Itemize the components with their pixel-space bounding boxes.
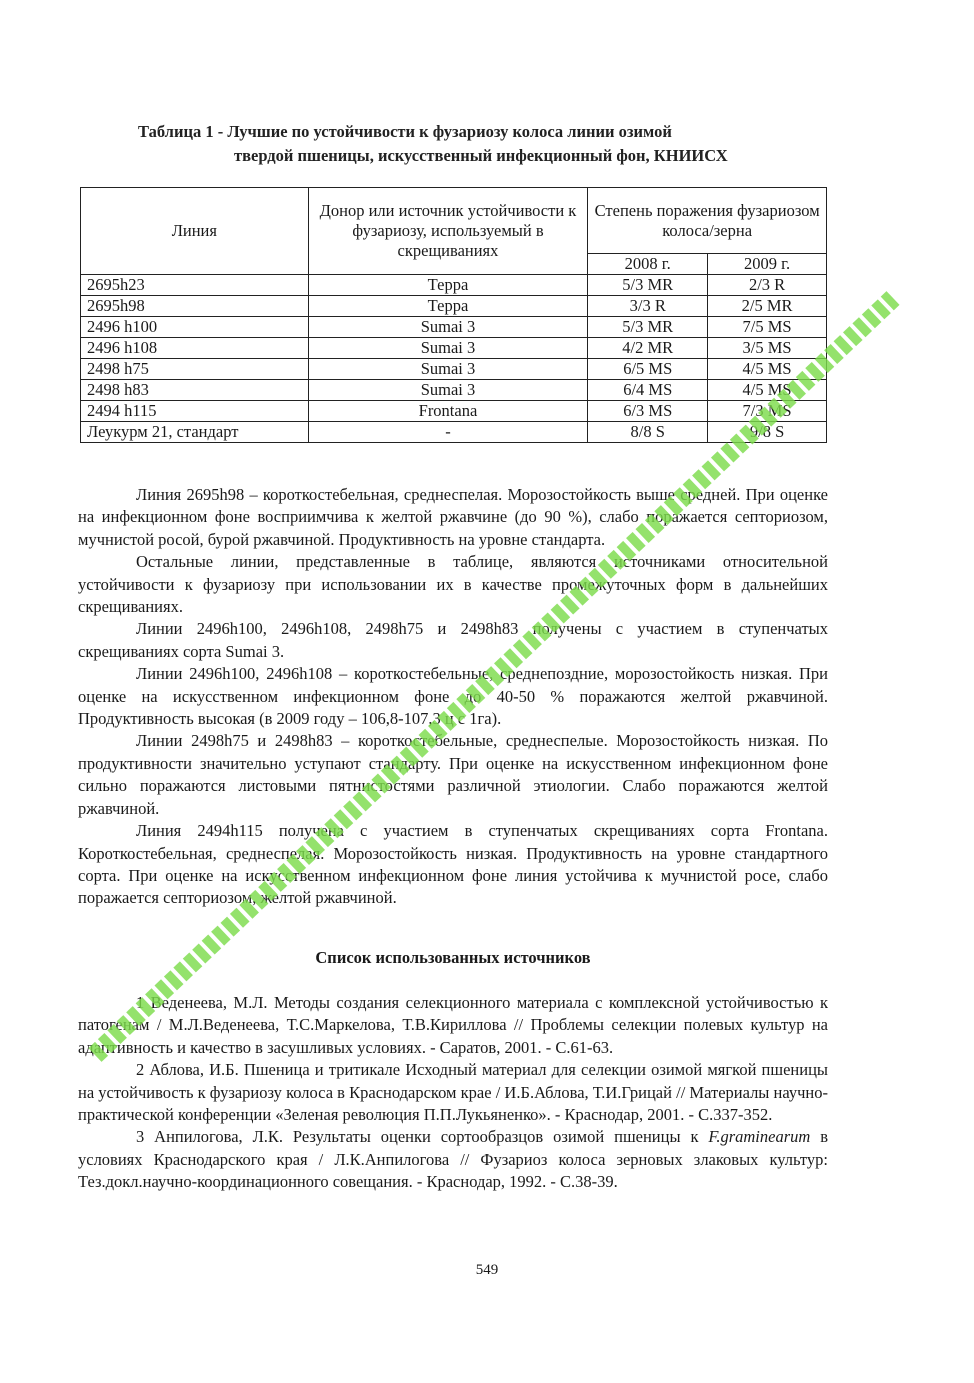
reference-item <box>78 1126 828 1193</box>
table-row <box>81 422 827 443</box>
cell-2008: 3/3 R <box>588 296 708 317</box>
body-text <box>78 484 828 910</box>
reference-item: 2 Аблова, И.Б. Пшеница и тритикале Исходный материал для селекции озимой мягкой пшеницы на устойчивость к фузариозу колоса в Краснодарском крае / И.Б.Аблова, Т.И.Грицай // Материалы научно-практической конференции «Зеленая революция П.П.Лукьяненко». - Краснодар, 2001. - С.337-352. <box>78 1060 828 1125</box>
cell-donor: - <box>308 422 588 443</box>
reference-item: 1 Веденеева, М.Л. Методы создания селекционного материала с комплексной устойчивостью к патогенам / М.Л.Веденеева, Т.С.Маркелова, Т.В.Кириллова // Проблемы селекции полевых культур на адаптивность и качество в засушливых условиях. - Саратов, 2001. - С.61-63. <box>78 993 828 1057</box>
table-row <box>81 275 827 296</box>
cell-2008: 8/8 S <box>588 422 708 443</box>
table-row <box>81 338 827 359</box>
table-row <box>81 296 827 317</box>
cell-2009: 4/5 MS <box>708 359 827 380</box>
cell-2009: 7/5 MS <box>708 317 827 338</box>
cell-line: Леукурм 21, стандарт <box>81 422 309 443</box>
cell-line: 2498 h75 <box>81 359 309 380</box>
cell-line: 2496 h100 <box>81 317 309 338</box>
paragraph: Линии 2496h100, 2496h108 – короткостебельные, среднепоздние, морозостойкость низкая. При оценке на искусственном инфекционном фоне до 40-50 % поражаются желтой ржавчиной. Продуктивность высокая (в 2009 году – 106,8-107,3 ц с 1га). <box>78 664 828 729</box>
caption-line-1: Таблица 1 - Лучшие по устойчивости к фузариозу колоса линии озимой <box>138 122 672 141</box>
table-row <box>81 359 827 380</box>
reference-text: 3 Анпилогова, Л.К. Результаты оценки сортообразцов озимой пшеницы к <box>136 1127 709 1147</box>
header-line: Линия <box>81 188 309 275</box>
cell-line: 2695h23 <box>81 275 309 296</box>
table-caption <box>138 120 838 168</box>
cell-2008: 5/3 MR <box>588 317 708 338</box>
cell-donor: Sumai 3 <box>308 317 588 338</box>
header-year-2009: 2009 г. <box>708 254 827 275</box>
cell-2008: 6/3 MS <box>588 401 708 422</box>
references-heading: Список использованных источников <box>315 948 591 967</box>
paragraph: Остальные линии, представленные в таблице, являются источниками относительной устойчивости к фузариозу при использовании их в качестве промежуточных форм в дальнейших скрещиваниях. <box>78 552 828 617</box>
cell-line: 2695h98 <box>81 296 309 317</box>
cell-line: 2496 h108 <box>81 338 309 359</box>
paragraph: Линии 2496h100, 2496h108, 2498h75 и 2498h83 получены с участием в ступенчатых скрещиваниях сорта Sumai 3. <box>78 619 828 661</box>
cell-2009: 9/8 S <box>708 422 827 443</box>
page-number: 549 <box>475 1262 499 1278</box>
cell-donor: Frontana <box>308 401 588 422</box>
paragraph: Линия 2695h98 – короткостебельная, среднеспелая. Морозостойкость выше средней. При оценке на инфекционном фоне восприимчива к желтой ржавчине (до 90 %), слабо поражается септориозом, мучнистой росой, бурой ржавчиной. Продуктивность на уровне стандарта. <box>78 485 828 549</box>
cell-2008: 6/5 MS <box>588 359 708 380</box>
cell-2009: 3/5 MS <box>708 338 827 359</box>
cell-2009: 7/3 MS <box>708 401 827 422</box>
cell-2009: 2/3 R <box>708 275 827 296</box>
paragraph: Линии 2498h75 и 2498h83 – короткостебельные, среднеспелые. Морозостойкость низкая. По продуктивности значительно уступают стандарту. При оценке на искусственном инфекционном фоне сильно поражаются листовыми пятнистостями различной этиологии. Слабо поражаются желтой ржавчиной. <box>78 731 828 818</box>
cell-donor: Терра <box>308 275 588 296</box>
cell-line: 2498 h83 <box>81 380 309 401</box>
reference-text: в условиях Краснодарского края / Л.К.Анпилогова // Фузариоз колоса зерновых злаковых культур: Тез.докл.научно-координационного совещания. - Краснодар, 1992. - С.38-39. <box>78 1127 828 1192</box>
cell-2008: 6/4 MS <box>588 380 708 401</box>
header-donor: Донор или источник устойчивости к фузариозу, используемый в скрещиваниях <box>308 188 588 275</box>
cell-donor: Терра <box>308 296 588 317</box>
references-list <box>78 992 828 1194</box>
header-damage: Степень поражения фузариозом колоса/зерна <box>588 188 827 254</box>
caption-line-2: твердой пшеницы, искусственный инфекционный фон, КНИИСХ <box>234 146 728 165</box>
table-row <box>81 401 827 422</box>
cell-2009: 4/5 MS <box>708 380 827 401</box>
cell-line: 2494 h115 <box>81 401 309 422</box>
table-row <box>81 380 827 401</box>
reference-italic-term: F.graminearum <box>708 1127 811 1147</box>
cell-donor: Sumai 3 <box>308 359 588 380</box>
cell-2008: 4/2 MR <box>588 338 708 359</box>
header-year-2008: 2008 г. <box>588 254 708 275</box>
table-row <box>81 317 827 338</box>
cell-2008: 5/3 MR <box>588 275 708 296</box>
paragraph: Линия 2494h115 получена с участием в ступенчатых скрещиваниях сорта Frontana. Короткостебельная, среднеспелая. Морозостойкость низкая. Продуктивность на уровне стандартного сорта. При оценке на искусственном инфекционном фоне линия устойчива к мучнистой росе, слабо поражается септориозом, желтой ржавчиной. <box>78 821 828 908</box>
results-table <box>80 187 827 443</box>
cell-donor: Sumai 3 <box>308 338 588 359</box>
cell-2009: 2/5 MR <box>708 296 827 317</box>
cell-donor: Sumai 3 <box>308 380 588 401</box>
